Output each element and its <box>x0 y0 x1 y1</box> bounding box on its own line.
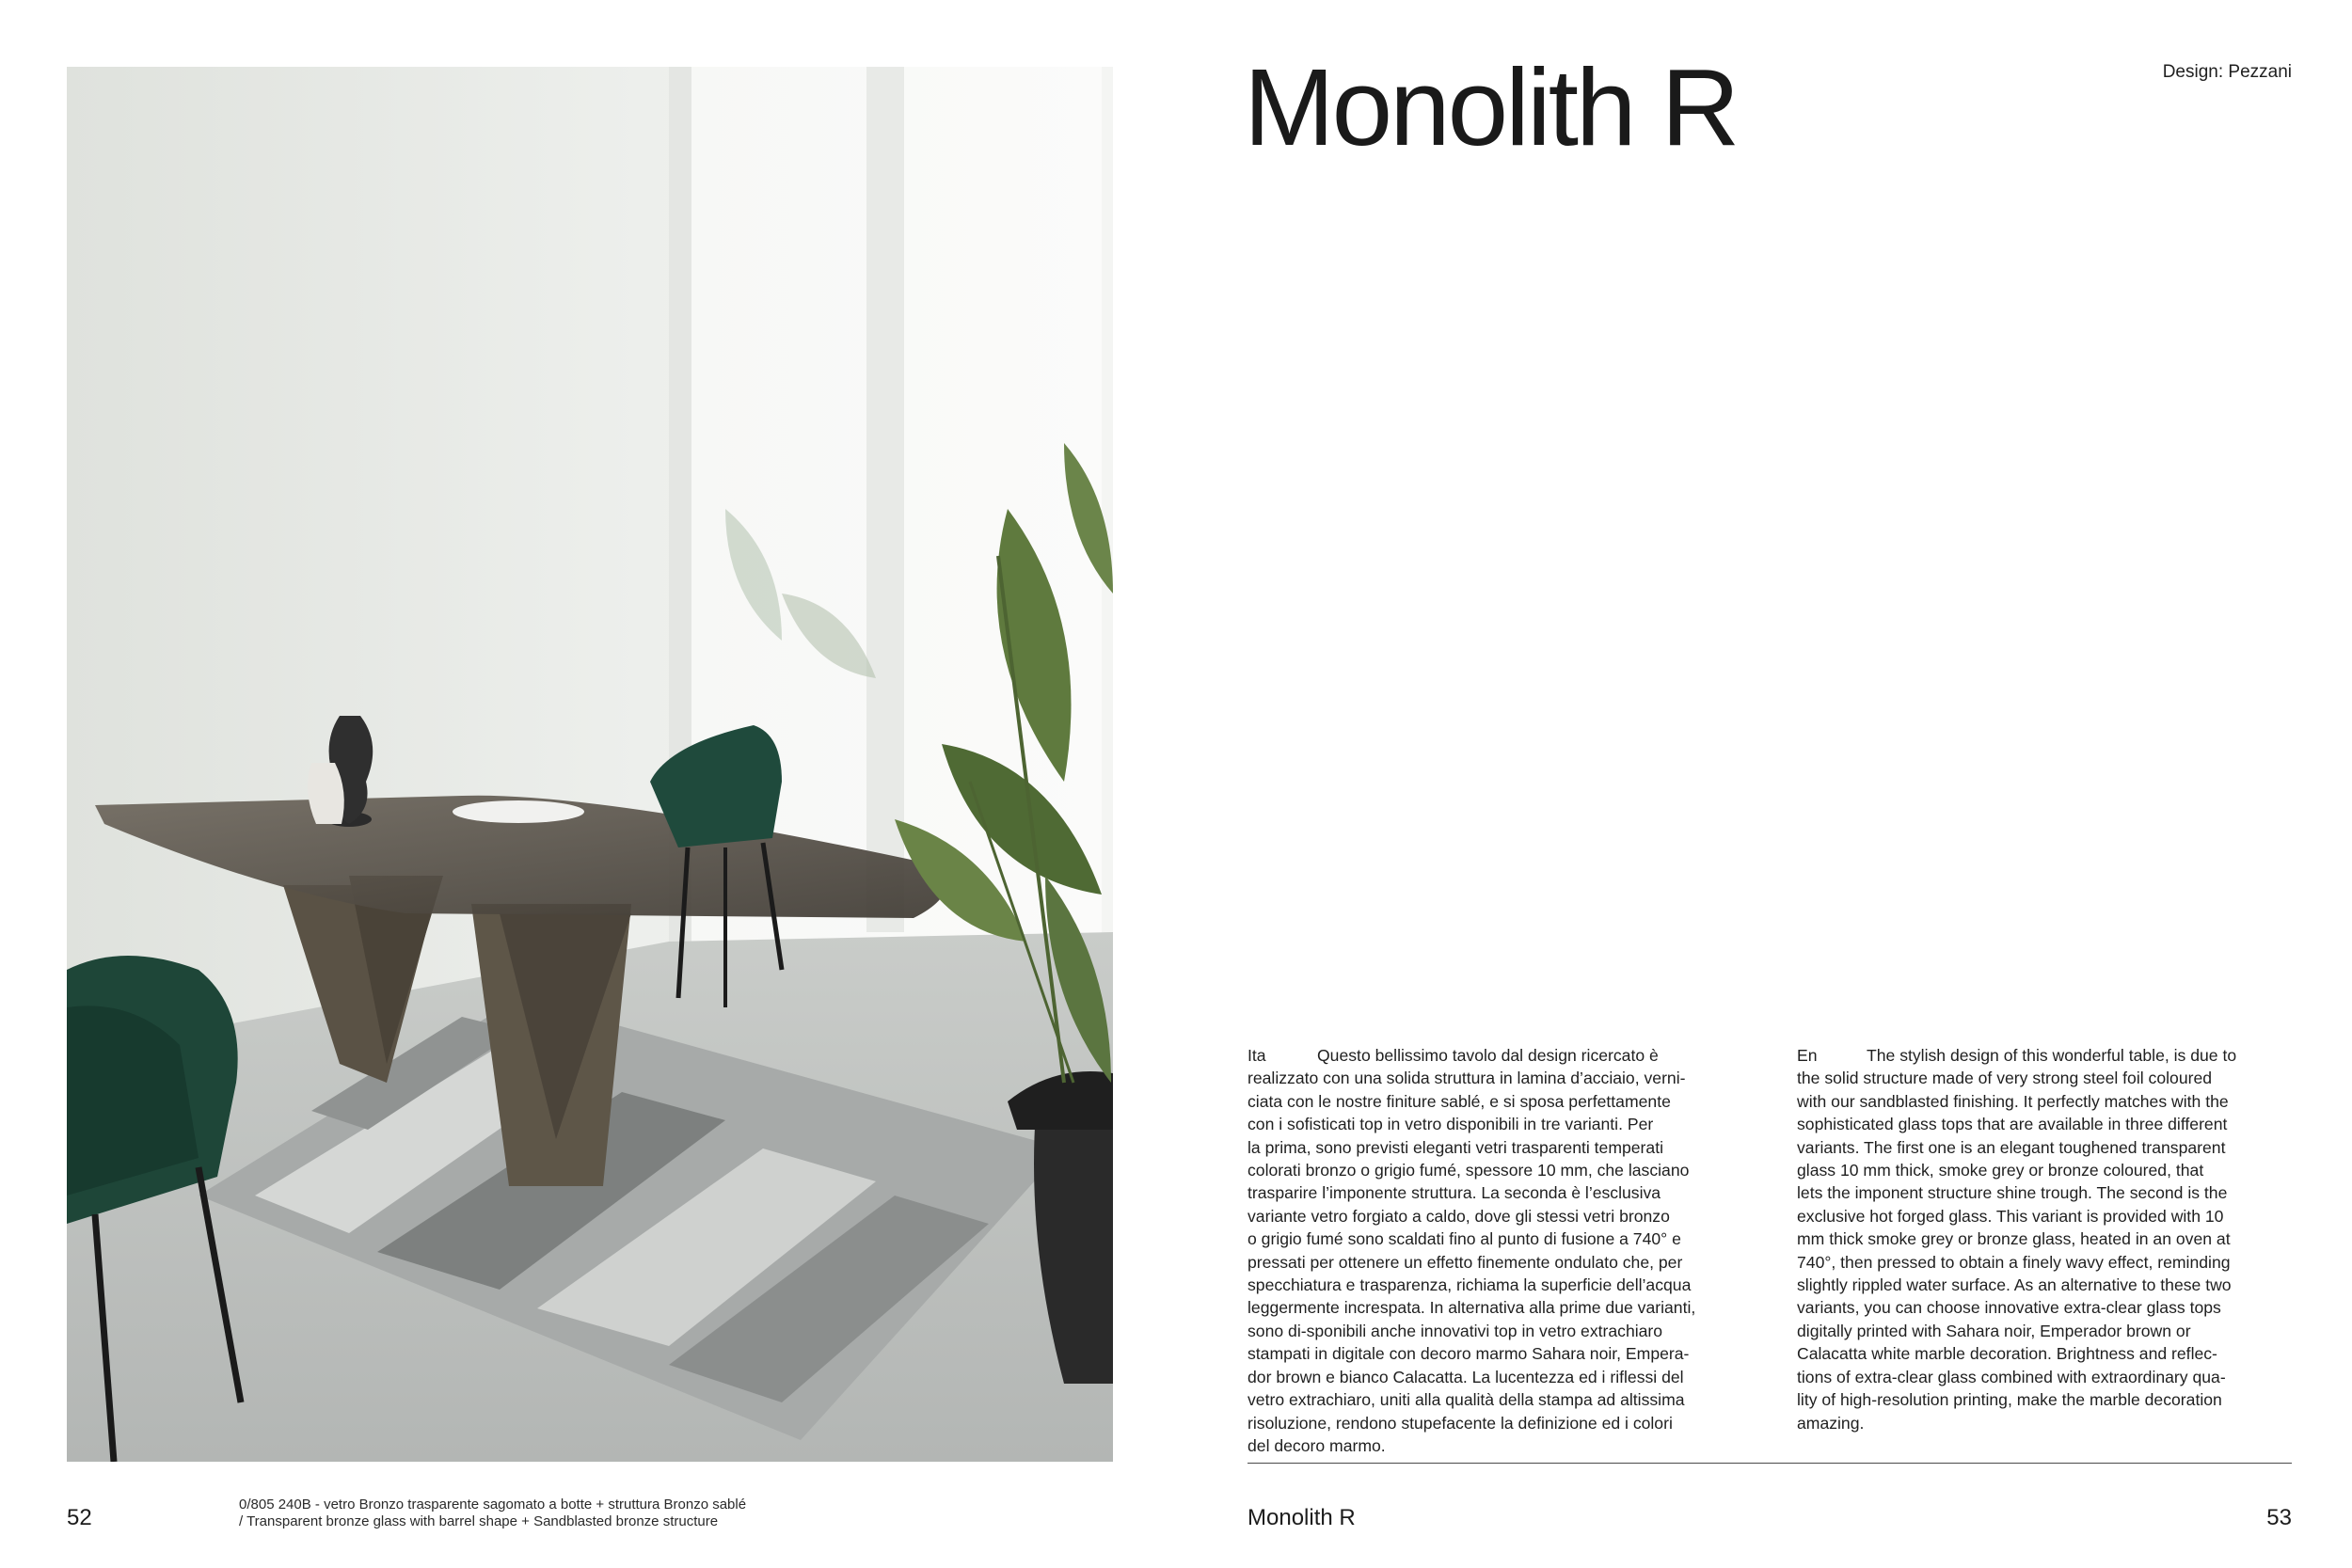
text-line: with our sandblasted finishing. It perfectly matches with the <box>1797 1091 2229 1111</box>
designer-credit: Design: Pezzani <box>2162 62 2292 82</box>
text-line: lity of high-resolution printing, make the marble decoration <box>1797 1390 2222 1410</box>
text-line: slightly rippled water surface. As an alternative to these two <box>1797 1275 2232 1295</box>
footer-divider <box>1248 1463 2292 1464</box>
text-line: variante vetro forgiato a caldo, dove gli stessi vetri bronzo <box>1248 1206 1670 1226</box>
text-line: variants. The first one is an elegant toughened transparent <box>1797 1137 2226 1157</box>
text-line: risoluzione, rendono stupefacente la definizione ed i colori <box>1248 1413 1673 1433</box>
text-line: pressati per ottenere un effetto finemente ondulato che, per <box>1248 1252 1683 1272</box>
text-line: con i sofisticati top in vetro disponibili in tre varianti. Per <box>1248 1115 1654 1134</box>
text-line: variants, you can choose innovative extra-clear glass tops <box>1797 1298 2221 1318</box>
text-line: del decoro marmo. <box>1248 1435 1386 1455</box>
english-description <box>1797 1044 2286 1434</box>
text-line: stampati in digitale con decoro marmo Sahara noir, Empera- <box>1248 1344 1690 1364</box>
text-line: leggermente increspata. In alternativa alla prime due varianti, <box>1248 1298 1696 1318</box>
language-label: Ita <box>1248 1046 1266 1065</box>
caption-line-italian: 0/805 240B - vetro Bronzo trasparente sagomato a botte + struttura Bronzo sablé <box>239 1497 747 1513</box>
text-line: colorati bronzo o grigio fumé, spessore 10 mm, che lasciano <box>1248 1161 1690 1180</box>
text-line: ciata con le nostre finiture sablé, e si sposa perfettamente <box>1248 1091 1671 1111</box>
text-line: vetro extrachiaro, uniti alla qualità della stampa ad altissima <box>1248 1390 1685 1410</box>
text-line: the solid structure made of very strong steel foil coloured <box>1797 1069 2213 1088</box>
text-line: lets the imponent structure shine trough. The second is the <box>1797 1183 2228 1203</box>
text-line: exclusive hot forged glass. This variant is provided with 10 <box>1797 1206 2224 1226</box>
text-line: la prima, sono previsti eleganti vetri trasparenti temperati <box>1248 1137 1663 1157</box>
text-line: glass 10 mm thick, smoke grey or bronze coloured, that <box>1797 1161 2204 1180</box>
text-line: tions of extra-clear glass combined with extraordinary qua- <box>1797 1367 2226 1386</box>
product-title: Monolith R <box>1244 46 1738 168</box>
product-photo <box>67 67 1113 1462</box>
language-label: En <box>1797 1046 1818 1065</box>
text-line: 740°, then pressed to obtain a finely wavy effect, reminding <box>1797 1252 2231 1272</box>
page-number-left: 52 <box>67 1505 92 1530</box>
text-line: sono di-sponibili anche innovativi top in vetro extrachiaro <box>1248 1321 1663 1340</box>
text-line: Ita Questo bellissimo tavolo dal design ricercato è <box>1248 1044 1737 1067</box>
text-line: o grigio fumé sono scaldati fino al punto di fusione a 740° e <box>1248 1229 1681 1249</box>
text-line: trasparire l’imponente struttura. La seconda è l’esclusiva <box>1248 1183 1661 1203</box>
text-line: amazing. <box>1797 1413 1865 1433</box>
text-line: specchiatura e trasparenza, richiama la superficie dell’acqua <box>1248 1275 1692 1295</box>
text-line: realizzato con una solida struttura in lamina d’acciaio, verni- <box>1248 1069 1686 1088</box>
text-line: En The stylish design of this wonderful table, is due to <box>1797 1044 2286 1067</box>
text-line: digitally printed with Sahara noir, Emperador brown or <box>1797 1321 2191 1340</box>
text-line: Calacatta white marble decoration. Brightness and reflec- <box>1797 1344 2217 1364</box>
italian-description <box>1248 1044 1737 1457</box>
caption-line-english: / Transparent bronze glass with barrel shape + Sandblasted bronze structure <box>239 1513 719 1529</box>
photo-caption <box>239 1497 954 1530</box>
text-line: sophisticated glass tops that are available in three different <box>1797 1115 2228 1134</box>
text-line: dor brown e bianco Calacatta. La lucentezza ed i riflessi del <box>1248 1367 1684 1386</box>
footer-title: Monolith R <box>1248 1505 1356 1530</box>
text-line: mm thick smoke grey or bronze glass, heated in an oven at <box>1797 1229 2231 1249</box>
page-number-right: 53 <box>2266 1505 2292 1530</box>
